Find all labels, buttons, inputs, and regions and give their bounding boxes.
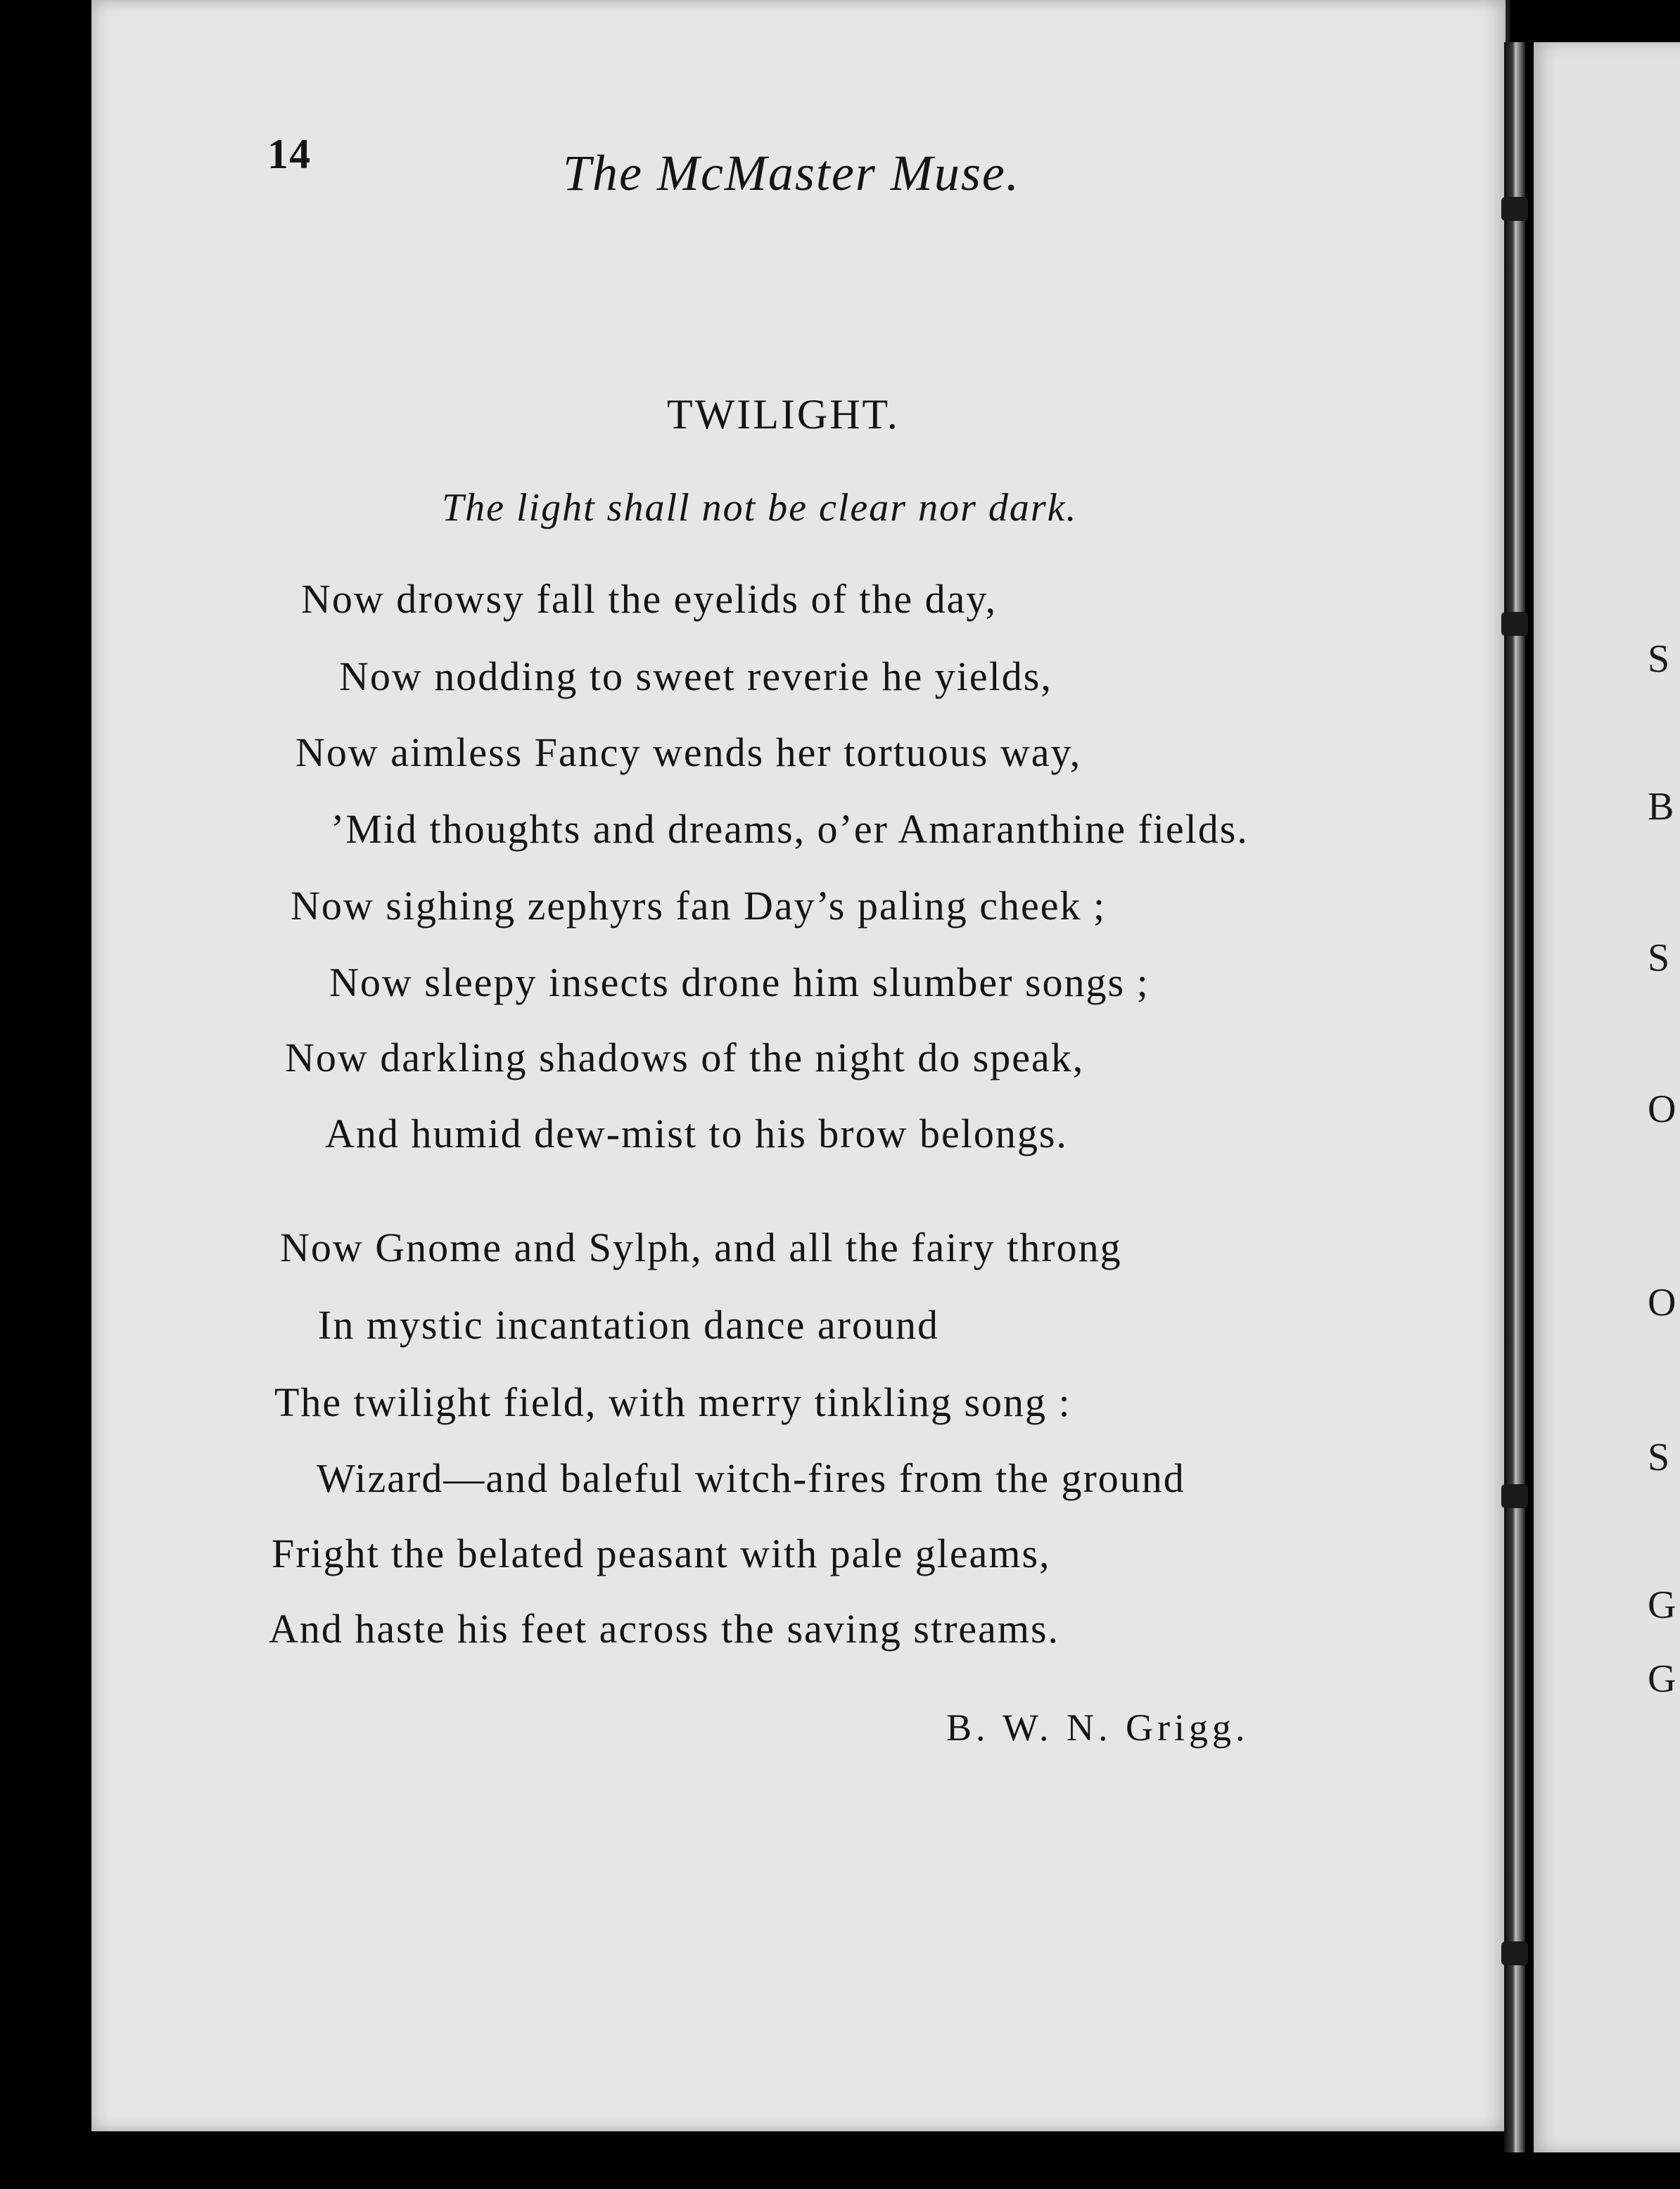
binding-stitch <box>1501 1941 1528 1965</box>
facing-page-fragment: O <box>1648 1087 1676 1131</box>
poem-line: And haste his feet across the saving streams. <box>269 1606 1060 1652</box>
poem-line: In mystic incantation dance around <box>318 1302 939 1348</box>
page-number: 14 <box>267 131 311 177</box>
poem-line: Now sighing zephyrs fan Day’s paling cheek ; <box>291 883 1107 928</box>
poem-title: TWILIGHT. <box>667 391 900 438</box>
facing-page-fragment: S <box>1648 637 1670 681</box>
facing-page-fragment: S <box>1648 1436 1670 1479</box>
binding-stitch <box>1501 1484 1528 1508</box>
poem-line: Fright the belated peasant with pale gleams, <box>272 1531 1051 1576</box>
poem-line: ’Mid thoughts and dreams, o’er Amaranthine fields. <box>331 806 1249 852</box>
running-head: The McMaster Muse. <box>563 145 1020 201</box>
facing-page-fragment: S <box>1648 936 1670 980</box>
binding-stitch <box>1501 612 1528 636</box>
poem-line: Wizard—and baleful witch-fires from the ground <box>317 1455 1185 1501</box>
poem-line: Now aimless Fancy wends her tortuous way, <box>295 729 1082 775</box>
poem-line: Now sleepy insects drone him slumber songs ; <box>329 959 1150 1005</box>
poem-line: Now darkling shadows of the night do speak, <box>285 1035 1085 1080</box>
poem-line: And humid dew-mist to his brow belongs. <box>325 1111 1068 1156</box>
book-binding <box>1504 42 1525 2152</box>
poem-line: The twilight field, with merry tinkling song : <box>274 1379 1071 1425</box>
facing-page-fragment: O <box>1648 1281 1676 1325</box>
poem-epigraph: The light shall not be clear nor dark. <box>442 486 1078 530</box>
poem-line: Now Gnome and Sylph, and all the fairy throng <box>280 1225 1122 1270</box>
poem-line: Now drowsy fall the eyelids of the day, <box>301 576 998 622</box>
poem-line: Now nodding to sweet reverie he yields, <box>339 653 1052 699</box>
binding-stitch <box>1501 197 1528 221</box>
poem-author: B. W. N. Grigg. <box>946 1706 1249 1749</box>
facing-page-fragment: B <box>1648 785 1674 829</box>
facing-page-fragment: G <box>1648 1657 1676 1701</box>
facing-page-fragment: G <box>1648 1583 1676 1627</box>
